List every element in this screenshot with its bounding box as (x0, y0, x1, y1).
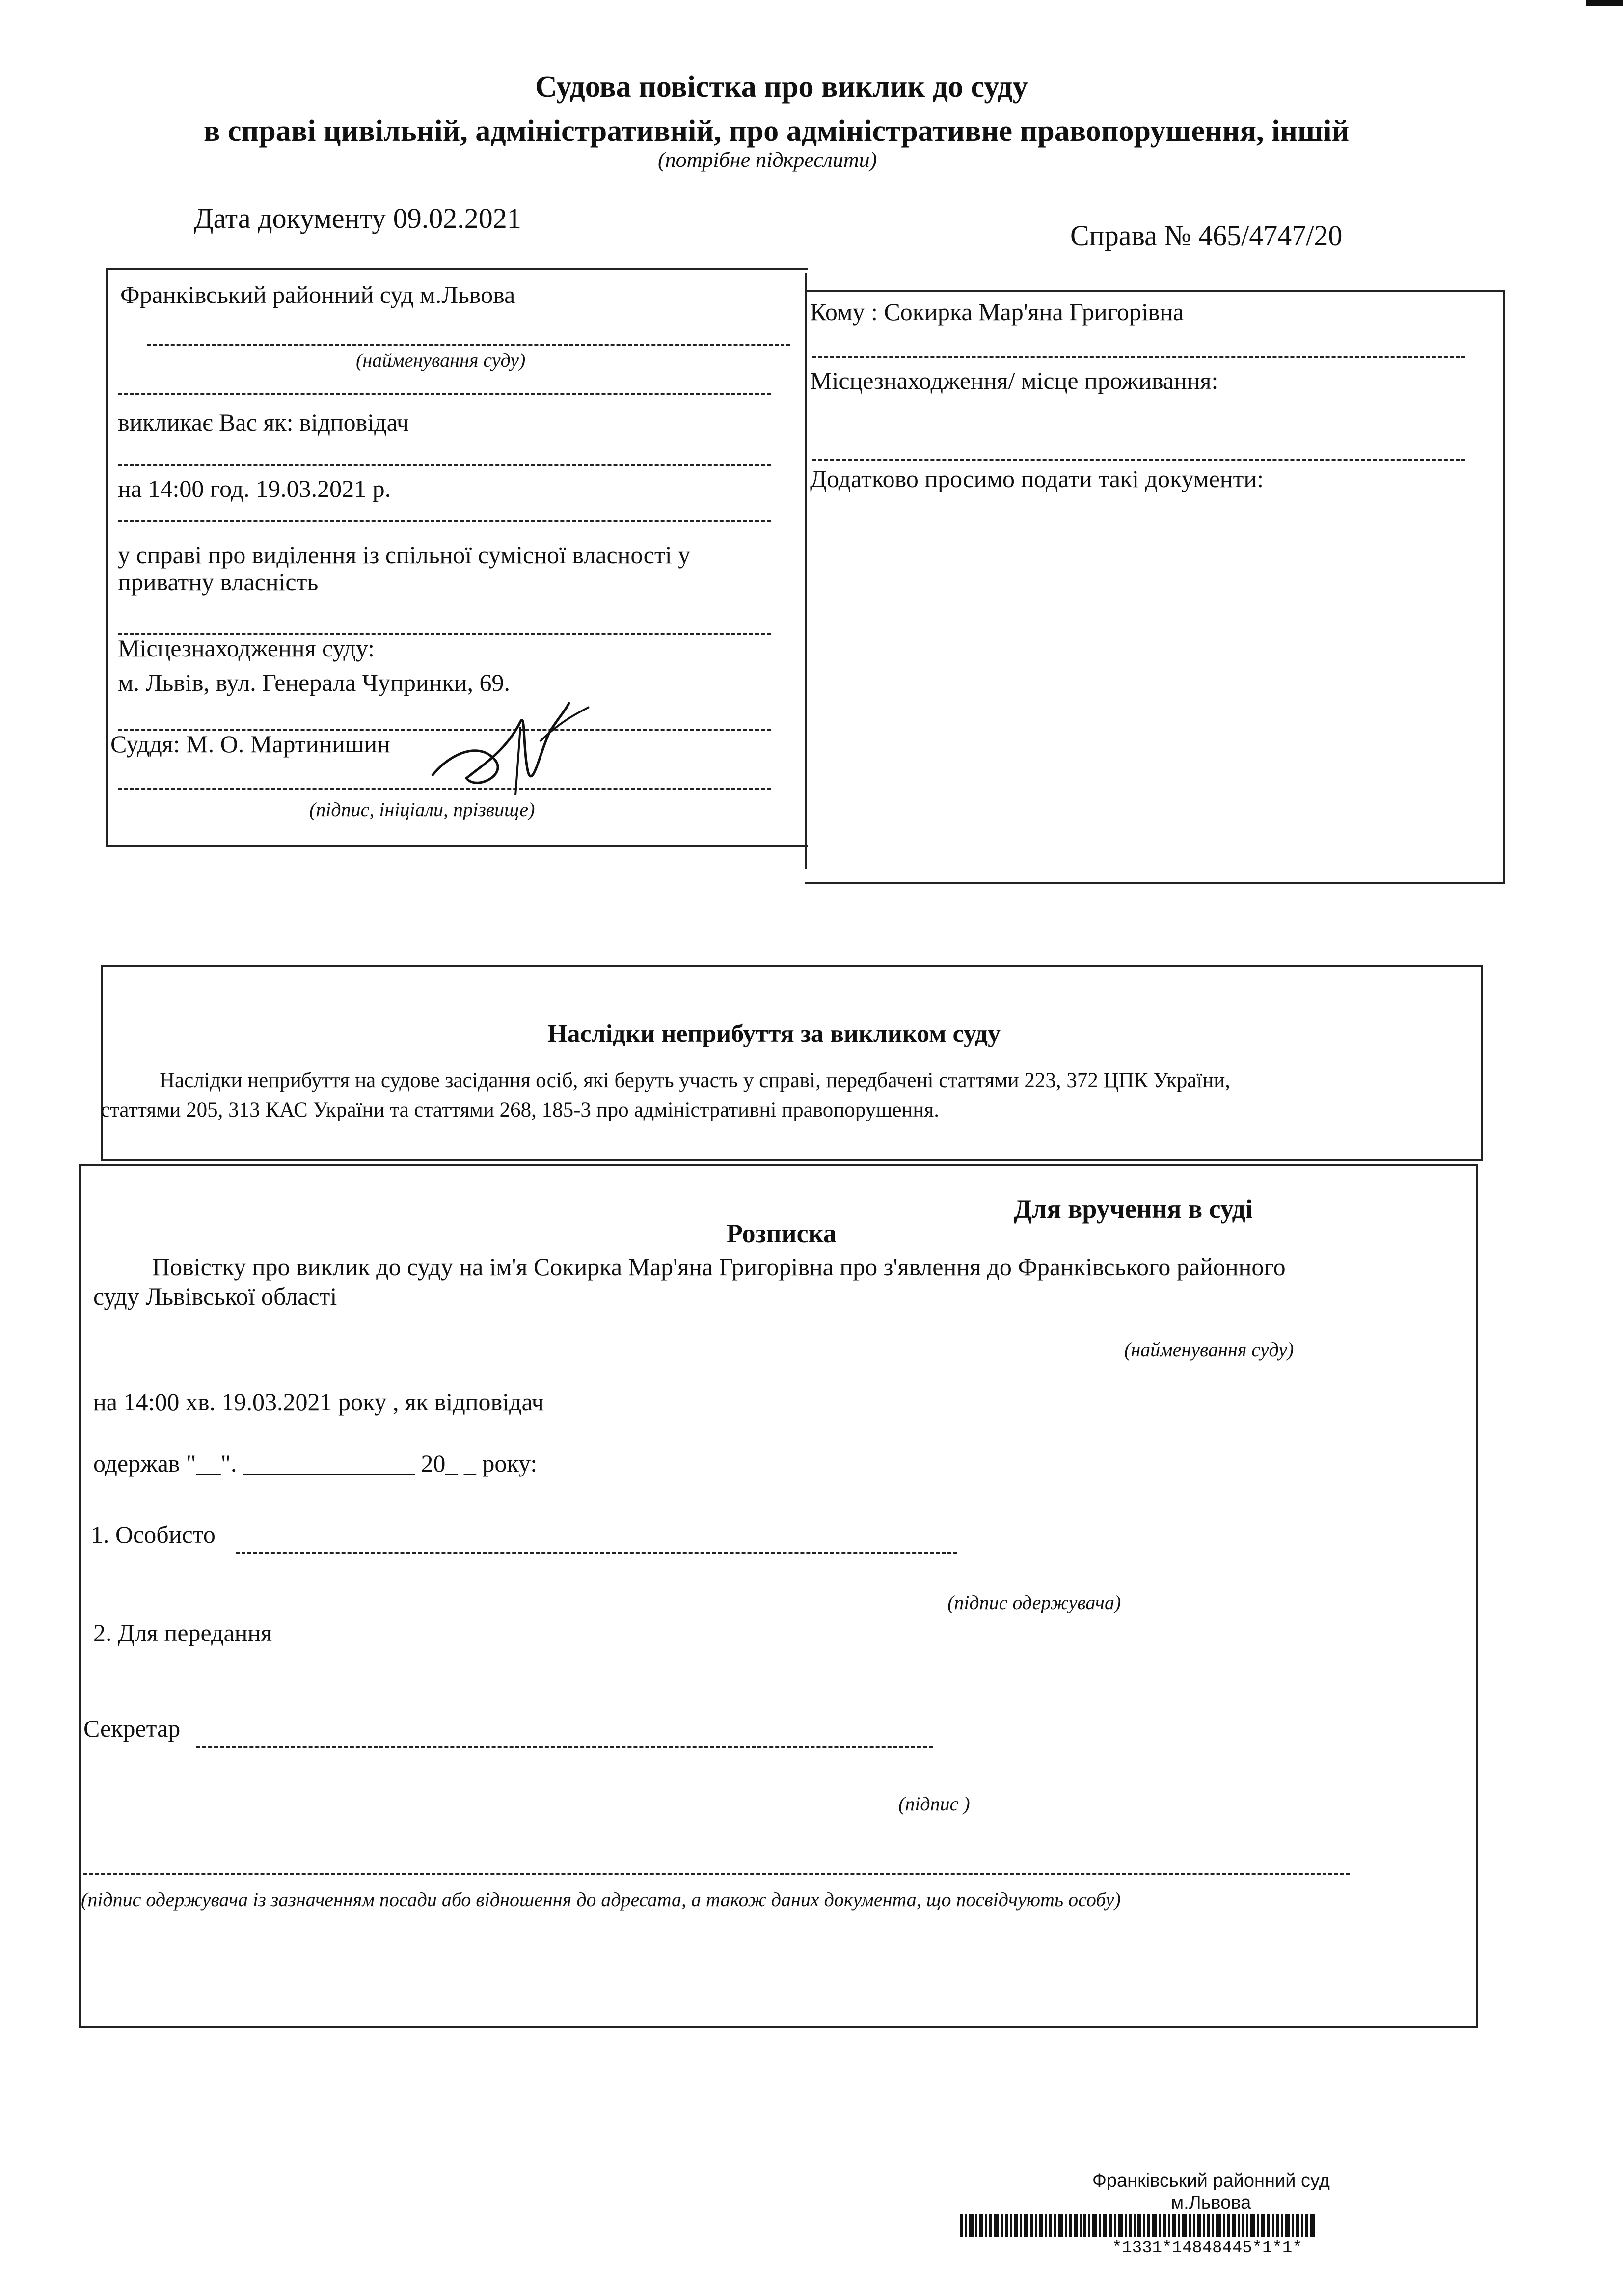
consequences-title: Наслідки неприбуття за викликом суду (547, 1020, 1001, 1048)
consequences-text-line-2: статтями 205, 313 КАС України та статтями 268, 185-3 про адміністративні правопорушення. (101, 1098, 939, 1121)
recipient-name: Кому : Сокирка Мар'яна Григорівна (810, 298, 1184, 326)
personally-label: 1. Особисто (91, 1521, 216, 1548)
court-location-address: м. Львів, вул. Генерала Чупринки, 69. (118, 669, 510, 696)
receipt-title: Розписка (727, 1219, 837, 1248)
receipt-line-1: Повістку про виклик до суду на ім'я Сокирка Мар'яна Григорівна про з'явлення до Франківського районного (152, 1253, 1286, 1281)
residence-label: Місцезнаходження/ місце проживання: (810, 367, 1218, 394)
for-court-label: Для вручення в суді (1014, 1194, 1253, 1224)
divider (196, 1746, 933, 1748)
court-location-label: Місцезнаходження суду: (118, 634, 375, 662)
judge-caption: (підпис, ініціали, прізвище) (309, 798, 535, 820)
divider (118, 393, 771, 395)
extra-docs-label: Додатково просимо подати такі документи: (810, 465, 1264, 492)
scan-corner-mark (1586, 0, 1623, 6)
case-number: Справа № 465/4747/20 (1070, 219, 1343, 251)
title-note: (потрібне підкреслити) (658, 148, 877, 172)
divider (812, 459, 1465, 461)
summons-role: викликає Вас як: відповідач (118, 409, 409, 436)
hearing-time: на 14:00 год. 19.03.2021 р. (118, 475, 391, 502)
court-name: Франківський районний суд м.Львова (120, 281, 515, 308)
receipt-line-2: суду Львівської області (93, 1283, 337, 1310)
court-caption: (найменування суду) (356, 349, 526, 371)
receipt-court-caption: (найменування суду) (1124, 1339, 1294, 1361)
barcode-text: *1331*14848445*1*1* (1112, 2239, 1302, 2258)
divider (118, 464, 771, 466)
divider (812, 356, 1465, 358)
title-line-1: Судова повістка про виклик до суду (535, 70, 1028, 104)
divider (147, 344, 790, 346)
divider (236, 1552, 957, 1554)
barcode (960, 2214, 1317, 2237)
bottom-caption: (підпис одержувача із зазначенням посади або відношення до адресата, а також даних документа, що посвідчують особу) (81, 1888, 1121, 1911)
receipt-time-line: на 14:00 хв. 19.03.2021 року , як відповідач (93, 1388, 544, 1416)
received-date-line: одержав "__". ______________ 20_ _ року: (93, 1449, 538, 1477)
recipient-signature-caption: (підпис одержувача) (947, 1591, 1121, 1613)
consequences-box (101, 965, 1483, 1161)
document-date: Дата документу 09.02.2021 (194, 202, 521, 234)
for-transfer-label: 2. Для передання (93, 1619, 272, 1646)
judge-signature (422, 692, 599, 805)
case-subject-line-1: у справі про виділення із спільної сумісної власності у (118, 541, 691, 569)
divider (83, 1873, 1350, 1875)
secretary-signature-caption: (підпис ) (898, 1793, 970, 1815)
title-line-2: в справі цивільній, адміністративній, про адміністративне правопорушення, іншій (204, 114, 1350, 148)
case-subject-line-2: приватну власність (118, 568, 319, 596)
divider (118, 520, 771, 522)
consequences-text-line-1: Наслідки неприбуття на судове засідання осіб, які беруть участь у справі, передбачені статтями 223, 372 ЦПК України, (160, 1069, 1231, 1092)
judge-name: Суддя: М. О. Мартинишин (110, 730, 390, 758)
secretary-label: Секретар (83, 1715, 181, 1742)
stamp-line-1: Франківський районний суд (1092, 2170, 1330, 2191)
stamp-line-2: м.Львова (1171, 2192, 1251, 2213)
